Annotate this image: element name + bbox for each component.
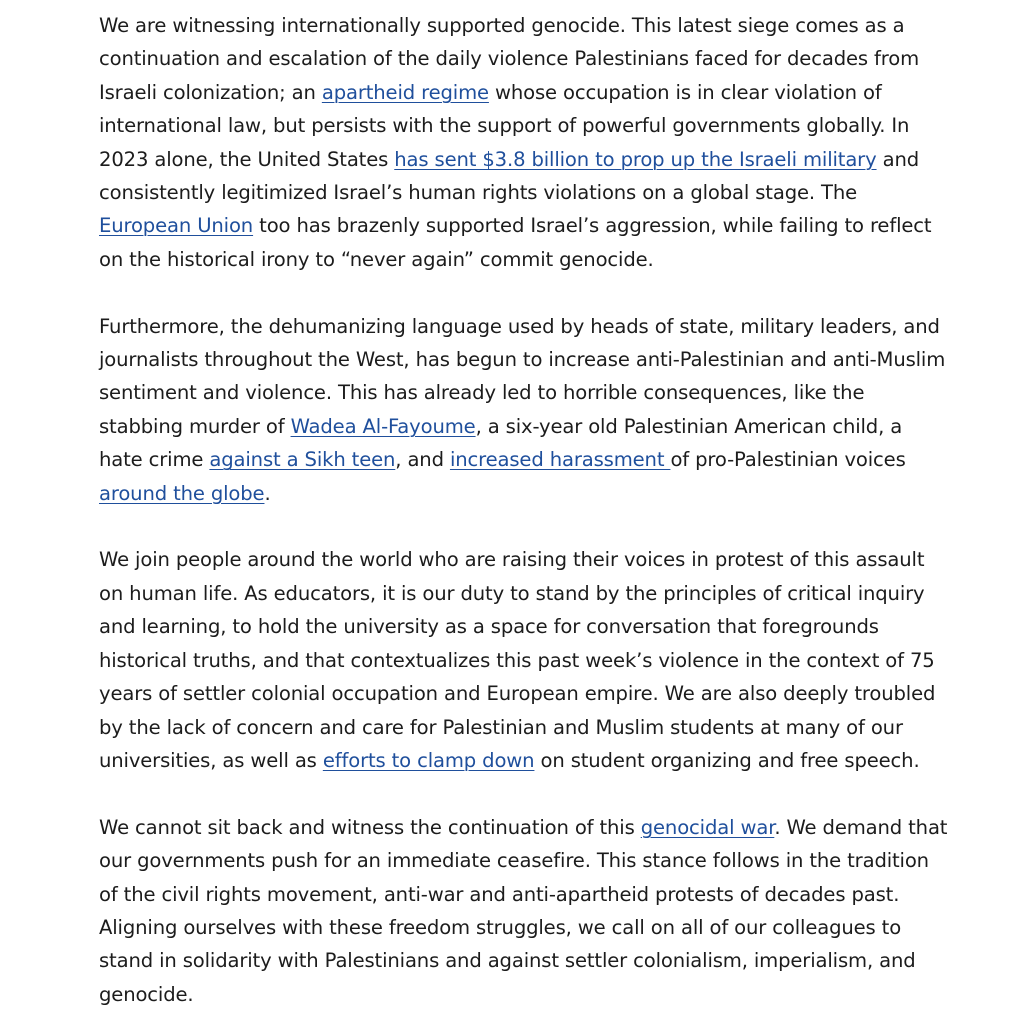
link-wadea-al-fayoume[interactable]: Wadea Al-Fayoume <box>290 414 476 438</box>
text-segment: whose occupation is in clear violation of international law, but persists with the support of powerful governments globally. In 2023 alone, the United States <box>99 80 910 171</box>
link-increased-harassment[interactable]: increased harassment <box>449 448 671 472</box>
link-us-military-aid[interactable]: has sent $3.8 billion to prop up the Israeli military <box>394 147 877 171</box>
link-efforts-to-clamp-down[interactable]: efforts to clamp down <box>322 748 535 772</box>
link-apartheid-regime[interactable]: apartheid regime <box>321 80 489 104</box>
text-segment: . We demand that our governments push for an immediate ceasefire. This stance follows in the tradition of the civil rights movement, anti-war and anti-apartheid protests of decades past. Aligning ourselves with these freedom struggles, we call on all of our colleagues to stand in solidarity with Palestinians and against settler colonialism, imperialism, and genocide. <box>99 815 948 1006</box>
link-around-the-globe[interactable]: around the globe <box>99 481 265 505</box>
text-segment: . <box>264 481 271 505</box>
paragraph-dehumanizing-language <box>99 310 949 510</box>
text-segment: , and <box>395 448 450 472</box>
link-against-sikh-teen[interactable]: against a Sikh teen <box>209 448 396 472</box>
text-segment: We cannot sit back and witness the continuation of this <box>99 815 641 839</box>
text-segment: on student organizing and free speech. <box>534 748 920 772</box>
link-european-union[interactable]: European Union <box>99 214 254 238</box>
text-segment: of pro-Palestinian voices <box>670 448 906 472</box>
paragraph-ceasefire-demand <box>99 811 949 1011</box>
paragraph-educators-duty <box>99 543 949 777</box>
link-genocidal-war[interactable]: genocidal war <box>640 815 775 839</box>
document-body <box>99 9 949 1011</box>
text-segment: We are witnessing internationally supported genocide. This latest siege comes as a continuation and escalation of the daily violence Palestinians faced for decades from Israeli colonization; an <box>99 14 920 104</box>
paragraph-genocide-context <box>99 9 949 276</box>
text-segment: too has brazenly supported Israel’s aggression, while failing to reflect on the historical irony to “never again” commit genocide. <box>99 214 932 271</box>
text-segment: , a six-year old Palestinian American child, a hate crime <box>99 414 903 472</box>
text-segment: and consistently legitimized Israel’s human rights violations on a global stage. The <box>99 147 920 205</box>
text-segment: We join people around the world who are raising their voices in protest of this assault on human life. As educators, it is our duty to stand by the principles of critical inquiry and learning, to hold the university as a space for conversation that foregrounds historical truths, and that contextualizes this past week’s violence in the context of 75 years of settler colonial occupation and European empire. We are also deeply troubled by the lack of concern and care for Palestinian and Muslim students at many of our universities, as well as <box>99 548 936 772</box>
text-segment: Furthermore, the dehumanizing language used by heads of state, military leaders, and journalists throughout the West, has begun to increase anti-Palestinian and anti-Muslim sentiment and violence. This has already led to horrible consequences, like the stabbing murder of <box>99 314 946 438</box>
